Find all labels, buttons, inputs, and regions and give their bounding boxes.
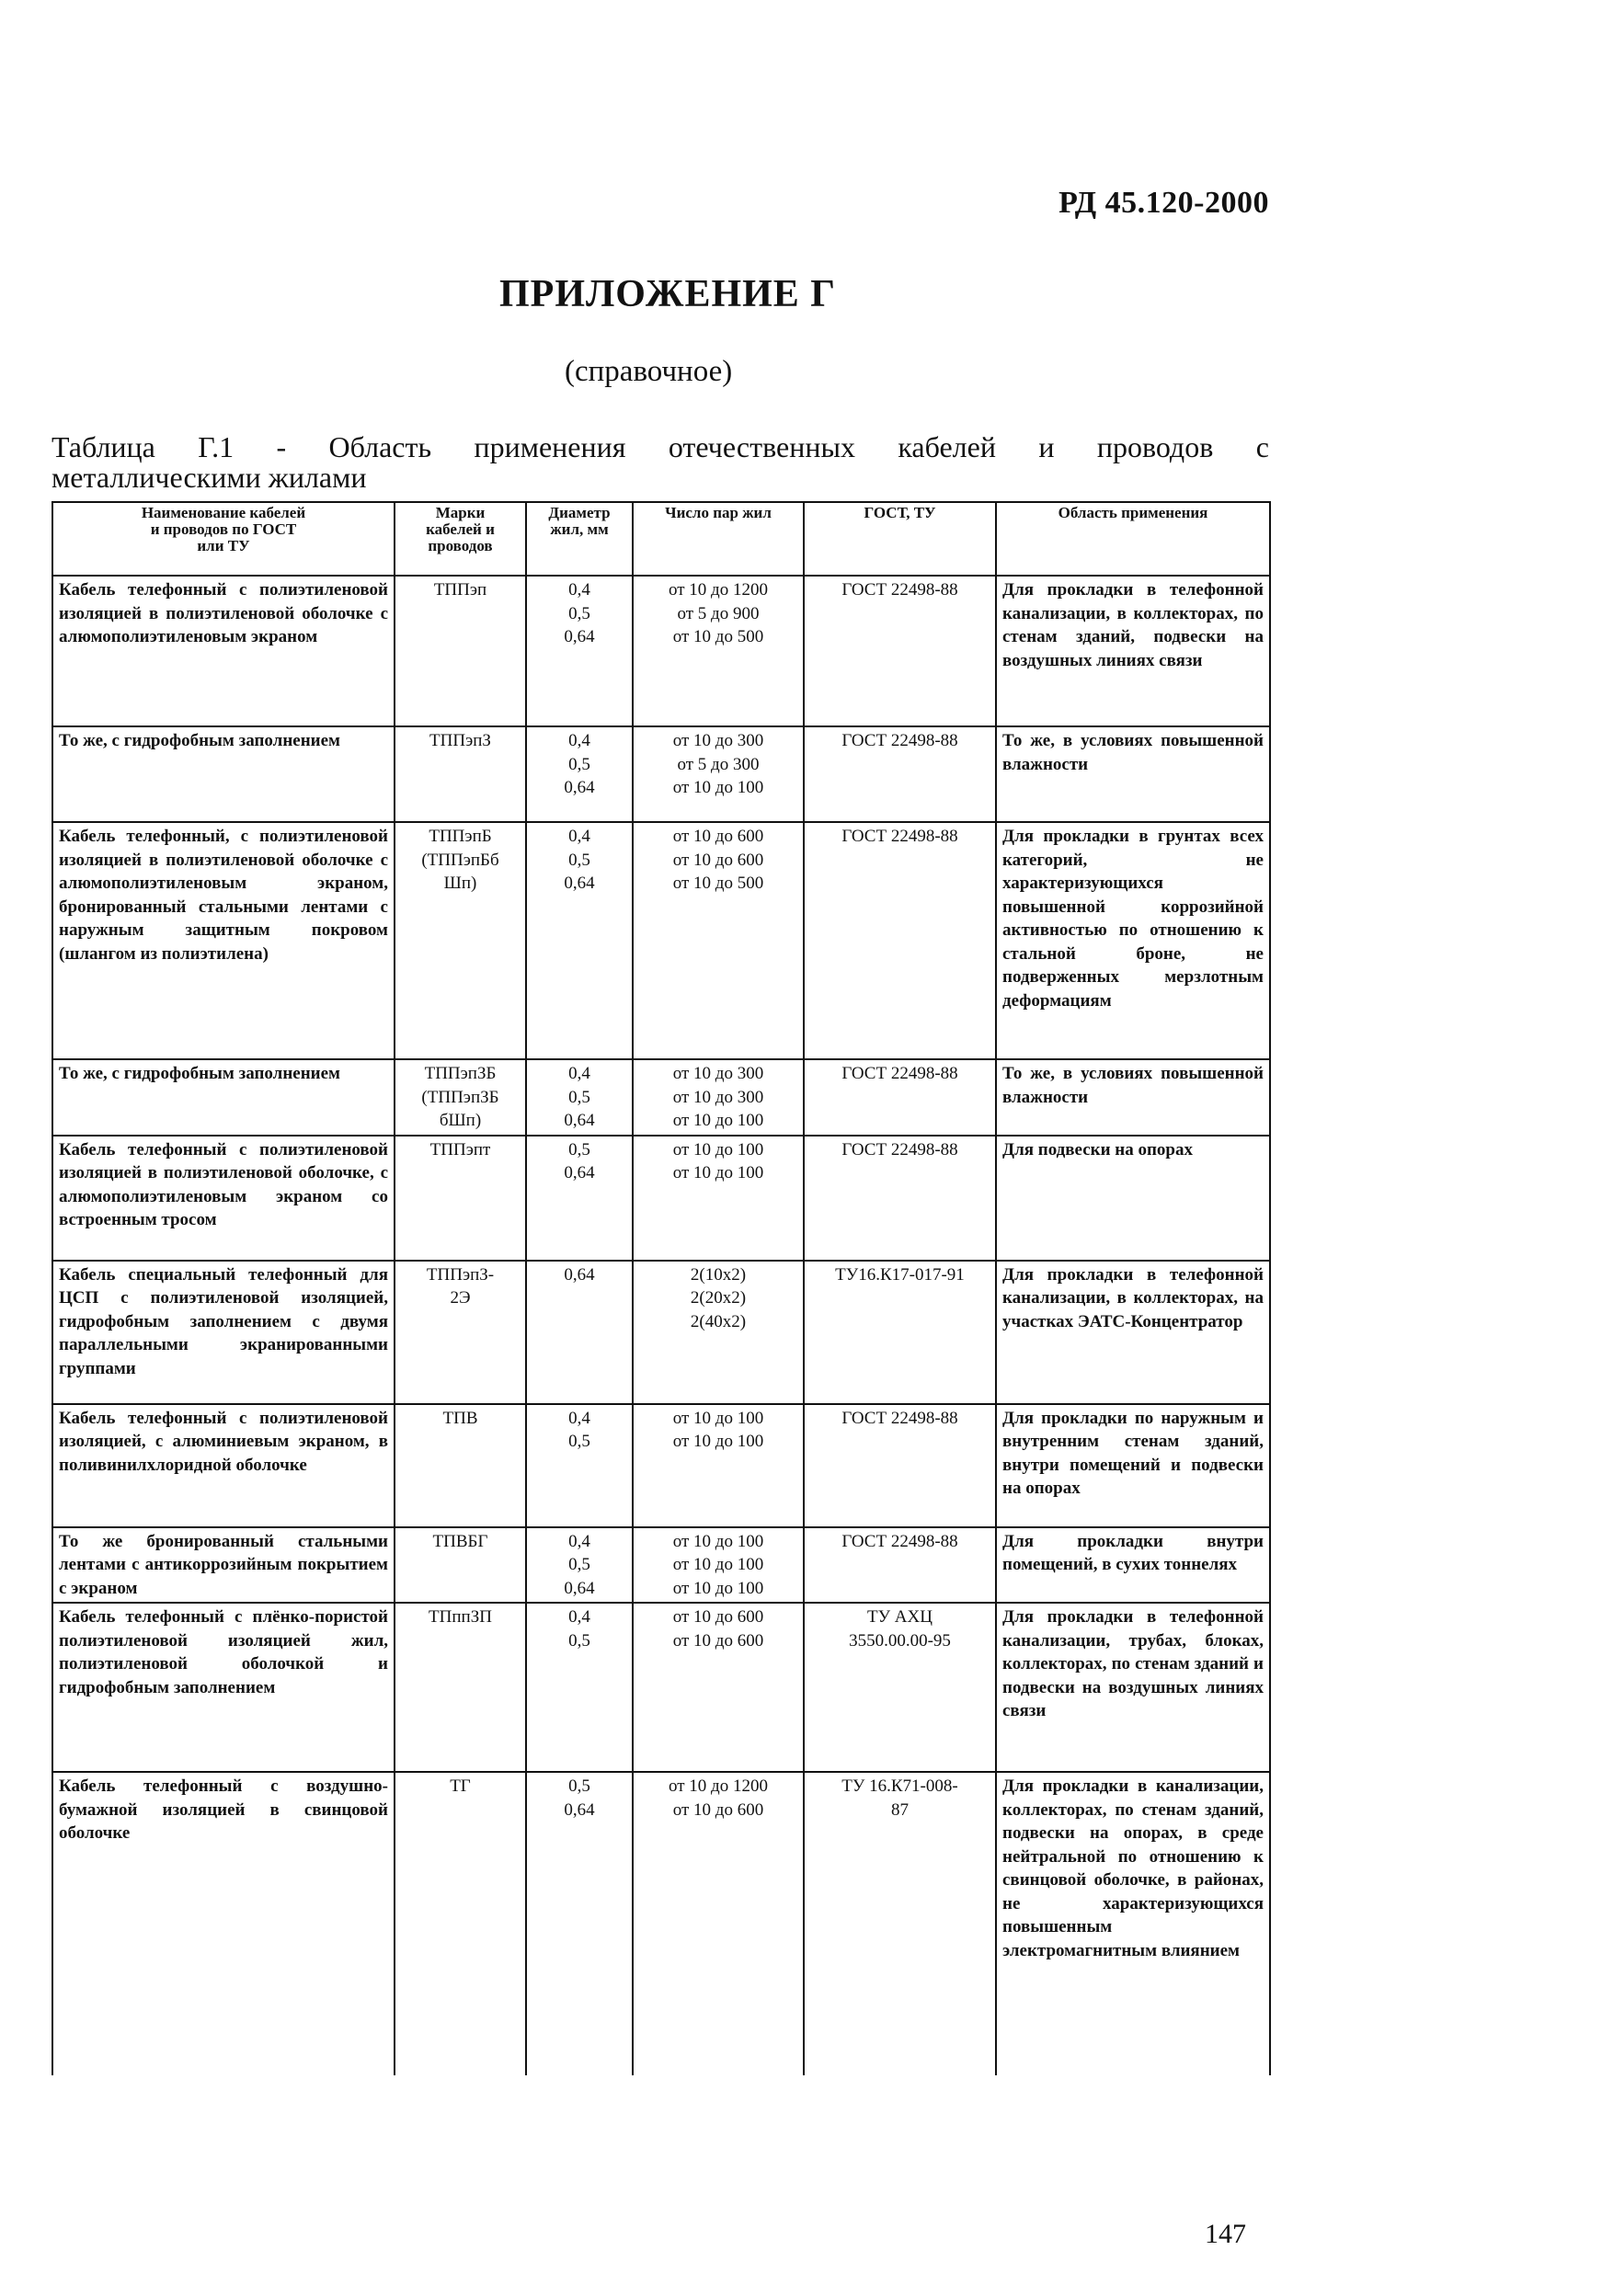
- header-cable-name: Наименование кабелей и проводов по ГОСТ или ТУ: [52, 502, 395, 576]
- cell-gost: ГОСТ 22498-88: [804, 1136, 996, 1261]
- appendix-subtitle: (справочное): [565, 355, 733, 388]
- cell-name: Кабель телефонный с полиэтиленовой изоляцией в полиэтиленовой оболочке с алюмополиэтиленовым экраном: [52, 576, 395, 726]
- cell-area: То же, в условиях повышенной влажности: [996, 726, 1270, 822]
- header-brand: Марки кабелей и проводов: [395, 502, 526, 576]
- caption-word: отечественных: [668, 430, 855, 463]
- caption-word: проводов: [1096, 430, 1214, 463]
- table-caption: [51, 432, 1269, 493]
- cell-pairs: от 10 до 100 от 10 до 100: [633, 1404, 804, 1527]
- appendix-title: ПРИЛОЖЕНИЕ Г: [499, 273, 837, 315]
- cell-diameter: 0,4 0,5 0,64: [526, 1059, 633, 1136]
- cell-diameter: 0,4 0,5 0,64: [526, 726, 633, 822]
- caption-word: кабелей: [898, 430, 996, 463]
- cell-name: Кабель телефонный с полиэтиленовой изоляцией, с алюминиевым экраном, в поливинилхлоридной оболочке: [52, 1404, 395, 1527]
- cell-pairs: 2(10х2) 2(20х2) 2(40х2): [633, 1261, 804, 1404]
- cell-area: То же, в условиях повышенной влажности: [996, 1059, 1270, 1136]
- cell-diameter: 0,4 0,5: [526, 1603, 633, 1772]
- cell-name: Кабель телефонный с полиэтиленовой изоляцией в полиэтиленовой оболочке, с алюмополиэтиленовым экраном со встроенным тросом: [52, 1136, 395, 1261]
- cell-name: То же, с гидрофобным заполнением: [52, 1059, 395, 1136]
- cell-brand: ТППэпБ (ТППэпБб Шп): [395, 822, 526, 1059]
- table-row: [52, 1603, 1270, 1772]
- cell-gost: ГОСТ 22498-88: [804, 576, 996, 726]
- cell-area: Для прокладки в телефонной канализации, в коллекторах, по стенам зданий, подвески на воздушных линиях связи: [996, 576, 1270, 726]
- cell-brand: ТПВ: [395, 1404, 526, 1527]
- page-number: 147: [1205, 2219, 1246, 2249]
- cell-pairs: от 10 до 600 от 10 до 600: [633, 1603, 804, 1772]
- table-header-row: [52, 502, 1270, 576]
- cell-brand: ТПппЗП: [395, 1603, 526, 1772]
- table-row: [52, 1404, 1270, 1527]
- cell-name: То же бронированный стальными лентами с антикоррозийным покрытием с экраном: [52, 1527, 395, 1604]
- table-row: [52, 1059, 1270, 1136]
- table-row: [52, 1261, 1270, 1404]
- cell-pairs: от 10 до 600 от 10 до 600 от 10 до 500: [633, 822, 804, 1059]
- caption-word: применения: [474, 430, 626, 463]
- table-row: [52, 1772, 1270, 2075]
- cell-diameter: 0,4 0,5: [526, 1404, 633, 1527]
- cell-pairs: от 10 до 1200 от 10 до 600: [633, 1772, 804, 2075]
- cell-name: Кабель телефонный с воздушно-бумажной изоляцией в свинцовой оболочке: [52, 1772, 395, 2075]
- cell-brand: ТППэпЗБ (ТППэпЗБ бШп): [395, 1059, 526, 1136]
- caption-word: и: [1038, 430, 1055, 463]
- document-code: РД 45.120-2000: [1058, 186, 1269, 220]
- caption-word: Таблица: [51, 430, 155, 463]
- cell-area: Для прокладки в канализации, коллекторах, по стенам зданий, подвески на опорах, в среде нейтральной по отношению к свинцовой оболочке, в районах, не характеризующихся повышенным электромагнитным влиянием: [996, 1772, 1270, 2075]
- cell-area: Для прокладки в телефонной канализации, трубах, блоках, коллекторах, по стенам зданий и подвески на воздушных линиях связи: [996, 1603, 1270, 1772]
- header-diameter: Диаметр жил, мм: [526, 502, 633, 576]
- header-gost: ГОСТ, ТУ: [804, 502, 996, 576]
- cell-brand: ТППэпЗ- 2Э: [395, 1261, 526, 1404]
- header-pairs: Число пар жил: [633, 502, 804, 576]
- cell-brand: ТГ: [395, 1772, 526, 2075]
- cell-pairs: от 10 до 100 от 10 до 100: [633, 1136, 804, 1261]
- cell-pairs: от 10 до 1200 от 5 до 900 от 10 до 500: [633, 576, 804, 726]
- cell-gost: ГОСТ 22498-88: [804, 1059, 996, 1136]
- cell-gost: ТУ АХЦ 3550.00.00-95: [804, 1603, 996, 1772]
- cell-area: Для прокладки в грунтах всех категорий, не характеризующихся повышенной коррозийной активностью по отношению к стальной броне, не подверженных мерзлотным деформациям: [996, 822, 1270, 1059]
- table-row: [52, 822, 1270, 1059]
- cell-brand: ТППэпЗ: [395, 726, 526, 822]
- table-caption-line2: металлическими жилами: [51, 461, 367, 494]
- cell-name: Кабель телефонный с плёнко-пористой полиэтиленовой изоляцией жил, полиэтиленовой оболочкой и гидрофобным заполнением: [52, 1603, 395, 1772]
- cell-brand: ТПВБГ: [395, 1527, 526, 1604]
- cell-diameter: 0,5 0,64: [526, 1136, 633, 1261]
- table-row: [52, 1527, 1270, 1604]
- caption-word: -: [276, 430, 287, 463]
- header-application-area: Область применения: [996, 502, 1270, 576]
- table-row: [52, 726, 1270, 822]
- cell-gost: ГОСТ 22498-88: [804, 822, 996, 1059]
- cell-gost: ГОСТ 22498-88: [804, 1527, 996, 1604]
- cell-area: Для прокладки по наружным и внутренним стенам зданий, внутри помещений и подвески на опорах: [996, 1404, 1270, 1527]
- cell-area: Для подвески на опорах: [996, 1136, 1270, 1261]
- table-row: [52, 1136, 1270, 1261]
- table-row: [52, 576, 1270, 726]
- cell-gost: ТУ16.К17-017-91: [804, 1261, 996, 1404]
- cell-pairs: от 10 до 300 от 10 до 300 от 10 до 100: [633, 1059, 804, 1136]
- caption-word: Область: [328, 430, 432, 463]
- cell-brand: ТППэп: [395, 576, 526, 726]
- cell-diameter: 0,4 0,5 0,64: [526, 576, 633, 726]
- caption-word: с: [1255, 430, 1269, 463]
- cell-gost: ГОСТ 22498-88: [804, 726, 996, 822]
- cell-area: Для прокладки внутри помещений, в сухих тоннелях: [996, 1527, 1270, 1604]
- cell-gost: ГОСТ 22498-88: [804, 1404, 996, 1527]
- cell-brand: ТППэпт: [395, 1136, 526, 1261]
- cell-pairs: от 10 до 100 от 10 до 100 от 10 до 100: [633, 1527, 804, 1604]
- cell-diameter: 0,4 0,5 0,64: [526, 1527, 633, 1604]
- caption-word: Г.1: [198, 430, 235, 463]
- cables-table: [51, 501, 1271, 2075]
- cell-diameter: 0,5 0,64: [526, 1772, 633, 2075]
- cell-name: Кабель специальный телефонный для ЦСП с полиэтиленовой изоляцией, гидрофобным заполнением с двумя параллельными экранированными группами: [52, 1261, 395, 1404]
- cell-area: Для прокладки в телефонной канализации, в коллекторах, на участках ЭАТС-Концентратор: [996, 1261, 1270, 1404]
- cell-pairs: от 10 до 300 от 5 до 300 от 10 до 100: [633, 726, 804, 822]
- table-caption-line1: [51, 432, 1269, 463]
- cell-name: То же, с гидрофобным заполнением: [52, 726, 395, 822]
- cell-gost: ТУ 16.К71-008- 87: [804, 1772, 996, 2075]
- cell-diameter: 0,4 0,5 0,64: [526, 822, 633, 1059]
- cell-name: Кабель телефонный, с полиэтиленовой изоляцией в полиэтиленовой оболочке с алюмополиэтиленовым экраном, бронированный стальными лентами с наружным защитным покровом (шлангом из полиэтилена): [52, 822, 395, 1059]
- cell-diameter: 0,64: [526, 1261, 633, 1404]
